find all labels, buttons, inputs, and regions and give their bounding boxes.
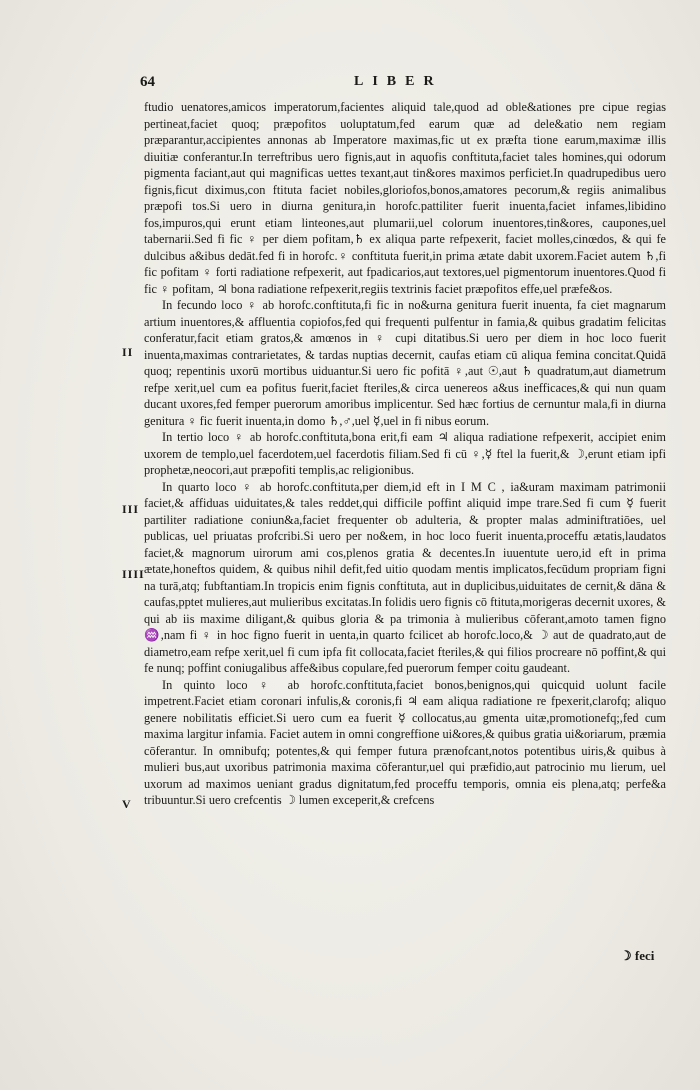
paragraph-second-place: In fecundo loco ♀ ab horofc.conftituta,fi fic in no&urna genitura fuerit inuenta, fa ciet magnarum artium inuentores,& affluentia copiofos,fed qui frequenti pulfentur in famia,& quibus gradatim felicitas conferatur,facit etiam gratos,& amœnos in ♀ cupi ditatibus.Si uero per diem in hoc loco fuerit inuenta,maximas contrarietates, & tardas nuptias decernit, caufas etiam cū aliqua femina concitat.Quidā quoq; repentinis uxorū mortibus uiduantur.Si uero fic pofitā ♀,aut ☉,aut ♄ quadratum,aut diametrum refpe xerit,uel cum ea pofitus fuerit,faciet fteriles,& circa uenereos a&us inefficaces,& qui nun quam ducant uxores,fed femper puerorum amoribus implicentur. Sed hæc fortius de cernuntur mala,fi in diurna genitura ♀ fic fuerit inuenta,in domo ♄,♂,uel ☿,uel in fi nibus eorum.	[144, 298, 666, 428]
paragraph-third-place: In tertio loco ♀ ab horofc.conftituta,bona erit,fi eam ♃ aliqua radiatione refpexerit, accipiet enim uxorem de templo,uel facerdotem,uel facerdotis filiam.Sed fi cū ♀,☿ ftel la fuerit,& ☽,erunt etiam ipfi prophetæ,neocori,aut præpofiti templis,ac religionibus.	[144, 430, 666, 477]
book-title: LIBER	[354, 74, 443, 89]
margin-numeral-ii: II	[122, 345, 134, 359]
running-head	[140, 74, 670, 94]
paragraph-fifth-place: In quinto loco ♀ ab horofc.conftituta,faciet bonos,benignos,qui quicquid uolunt facile impetrent.Faciet etiam coronari infulis,& coronis,fi ♃ eam aliqua radiatione re fpexerit,clarofq; aliquo genere nobilitatis efficiet.Si uero cum ea fuerit ☿ collocatus,au gmenta uitæ,promotionefq;,fed cum maxima largitur infamia. Faciet autem in omni congreffione ui&ores,& quibus gratia ui&oriarum, præmia cōferantur. In omnibufq; potentes,& qui femper futura prænofcant,notos potentibus uiris,& quibus à mulieri bus,aut uxoribus patrimonia maxima cōferantur,uel qui præfidio,aut patrocinio mu lierum, uel uxorum ad maximos ueniant gradus dignitatum,fed proceffu temporis, omnia eis plena,atq; perfe&a tribuuntur.Si uero crefcentis ☽ lumen exceperit,& crefcens	[144, 677, 666, 807]
catchword: ☽ feci	[620, 948, 655, 963]
paragraph-continuation: ftudio uenatores,amicos imperatorum,facientes aliquid tale,quod ad oble&ationes pre cipue regias pertineat,faciet quoq; præpofitos uoluptatum,fed earum quæ ad dele&atio nem regiam præparantur,accipientes annonas ab Imperatore maximas,fic ut ex præfta tione earum,maximæ illis diuitiæ conferantur.In terreftribus uero fignis,aut in aquofis conftituta,faciet tales homines,qui odorum pigmenta faciant,aut qui magnificas uettes texant,aut tin&ores maximos perficiet.In quadrupedibus uero fignis,ficut diximus,con ftituta faciet nobiles,gloriofos,bonos,amatores pecorum,& regiis animalibus præpofi tos.Si uero in diurna genitura,in horofc.pattiliter fuerit inuenta,faciet infames,libidino fos,impuros,qui erunt etiam linteones,aut plumarii,uel colorum inuentores,tin&ores, caupones,uel tabernarii.Sed fi fic ♀ per diem pofitam,♄ ex aliqua parte refpexerit, faciet molles,cinœdos, & qui fe dulcibus a&ibus dedāt.fed fi in horofc.♀ conftituta fuerit,in prima ætate dabit uxorem.Faciet autem ♄,fi fic pofitam ♀ forti radiatione refpexerit, aut fpadicarios,aut textores,uel pigmentorum inuentores.Quod fi fic ♀ pofitam, ♃ bona radiatione refpexerit,regiis textrinis faciet præpofitos effe,uel præfe&os.	[144, 100, 666, 296]
margin-numeral-v: V	[122, 797, 132, 811]
page-number: 64	[140, 74, 155, 90]
margin-numeral-iiii: IIII	[122, 567, 145, 581]
paragraph-fourth-place: In quarto loco ♀ ab horofc.conftituta,per diem,id eft in I M C , ia&uram maximam patrimonii faciet,& affiduas uiduitates,& tales reddet,qui difficile poffint aliquid impe trare.Sed fi cum ☿ fuerit partiliter radiatione coniun&a,faciet frequenter ob adulteria, & propter malas adminiftratiōes, uel publicas, uel priuatas profcribi.Si uero per no&em, in hoc loco fuerit inuenta,proceffu ætatis,laudatos faciet,& magnorum uirorum ami cos,plenos gratia & decentes.In iuuentute uero,id eft in prima ætate,honeftos quidem, & quibus nihil defit,fed uitio quodam mentis implicatos,fecūdum propriam figni na turā,atq; fubftantiam.In tropicis enim fignis conftituta, aut in duplicibus,uiduitates de cernit,& dāna & caufas,pptet mulieres,aut mulieribus excitatas.In folidis uero fignis cō ftituta,morigeras decernit uxores, & qui ab iis maxime diligant,& quibus gloria & pa trimonia à mulieribus cōferant,amoto tamen figno ♒,nam fi ♀ in hoc figno fuerit in uenta,in quarto fcilicet ab horofc.loco,& ☽ aut de quadrato,aut de diametro,eam refpe xerit,uel fi cum ipfa fit collocata,faciet fteriles,& qui filios procreare nō poffint,& qui fe nunq; poffint coniugalibus affe&ibus copulare,fed puerorum femper coitu gaudeant.	[144, 479, 666, 675]
body-text	[144, 99, 666, 809]
margin-numeral-iii: III	[122, 502, 140, 516]
